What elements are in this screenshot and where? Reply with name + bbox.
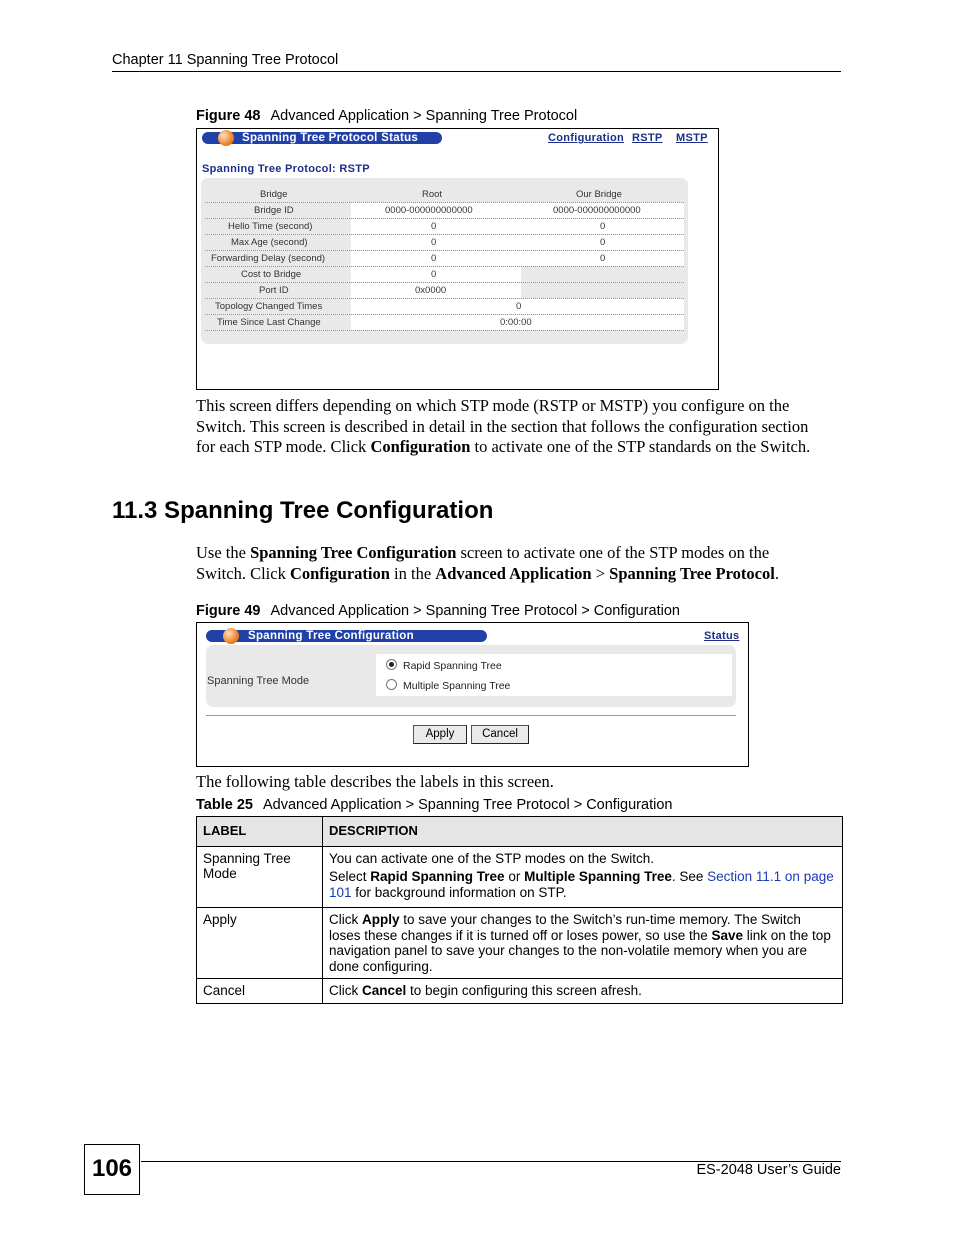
stp-row-hello-time — [201, 219, 688, 235]
intro-paragraph — [196, 396, 846, 458]
para2-line2: Switch. Click Configuration in the Advanced Application > Spanning Tree Protocol. — [196, 563, 779, 583]
divider — [206, 715, 736, 716]
rapid-spanning-tree-radio[interactable] — [386, 659, 397, 670]
row-label: Spanning Tree Mode — [197, 846, 323, 908]
figure-49-label: Figure 49 — [196, 603, 261, 619]
header-label: LABEL — [197, 817, 323, 847]
row-label: Hello Time (second) — [228, 221, 313, 232]
stp-row-topology-changed — [201, 299, 688, 315]
row-description: Click Apply to save your changes to the Switch’s run-time memory. The Switch loses these changes if it is turned off or loses power, so use the Save link on the top navigation panel to save your changes to the non-volatile memory when you are done configuring. — [323, 908, 843, 979]
mstp-link[interactable]: MSTP — [676, 132, 708, 144]
title-orb-icon — [223, 628, 239, 644]
row-root-value: 0 — [431, 269, 437, 280]
rstp-link[interactable]: RSTP — [632, 132, 663, 144]
row-root-value: 0 — [431, 253, 437, 264]
configuration-link[interactable]: Configuration — [548, 132, 624, 144]
stp-row-cost-to-bridge — [201, 267, 688, 283]
para1-line2: Switch. This screen is described in detail in the section that follows the configuration section — [196, 416, 809, 436]
stp-row-forwarding-delay — [201, 251, 688, 267]
stp-mode-heading: Spanning Tree Protocol: RSTP — [202, 163, 370, 175]
mode-panel — [206, 645, 736, 707]
table-25-caption — [196, 797, 672, 813]
header-rule — [112, 71, 841, 72]
stp-row-max-age — [201, 235, 688, 251]
table-25-label: Table 25 — [196, 797, 253, 813]
figure-49-caption — [196, 603, 680, 619]
row-description: You can activate one of the STP modes on the Switch. Select Rapid Spanning Tree or Multiple Spanning Tree. See Section 11.1 on page 101 for background information on STP. — [323, 846, 843, 908]
row-label: Bridge ID — [254, 205, 294, 216]
table-row — [197, 979, 843, 1004]
row-label: Cost to Bridge — [241, 269, 302, 280]
row-our-value: 0 — [600, 221, 606, 232]
row-root-value: 0000-000000000000 — [385, 205, 473, 216]
status-title-text: Spanning Tree Protocol Status — [242, 132, 419, 144]
row-our-value: 0 — [600, 253, 606, 264]
para1-line3: for each STP mode. Click Configuration to activate one of the STP standards on the Switch. — [196, 437, 811, 456]
config-title-text: Spanning Tree Configuration — [248, 630, 414, 642]
row-label: Max Age (second) — [231, 237, 308, 248]
stp-row-time-since-change — [201, 315, 688, 331]
status-link[interactable]: Status — [704, 630, 740, 642]
section-paragraph — [196, 543, 846, 584]
table-intro: The following table describes the labels in this screen. — [196, 772, 554, 791]
mode-label: Spanning Tree Mode — [207, 675, 310, 687]
figure-48-caption-text: Advanced Application > Spanning Tree Protocol — [270, 108, 578, 124]
col-root: Root — [422, 189, 443, 200]
section-link[interactable]: Section 11.1 on page 101 — [329, 869, 834, 900]
running-header: Chapter 11 Spanning Tree Protocol — [112, 52, 339, 68]
stp-table-header — [201, 187, 688, 203]
stp-status-panel — [201, 178, 688, 344]
row-label: Time Since Last Change — [217, 317, 321, 328]
title-orb-icon — [218, 130, 234, 146]
row-label: Forwarding Delay (second) — [211, 253, 326, 264]
table-25-caption-text: Advanced Application > Spanning Tree Protocol > Configuration — [262, 797, 673, 813]
col-our-bridge: Our Bridge — [576, 189, 622, 200]
row-label: Apply — [197, 908, 323, 979]
stp-row-port-id — [201, 283, 688, 299]
table-header-row — [197, 817, 843, 847]
figure-48-caption — [196, 108, 577, 124]
page-number: 106 — [84, 1144, 140, 1195]
row-label: Topology Changed Times — [215, 301, 323, 312]
row-value: 0 — [516, 301, 522, 312]
guide-title: ES-2048 User’s Guide — [696, 1162, 841, 1178]
row-label: Cancel — [197, 979, 323, 1004]
col-bridge: Bridge — [260, 189, 288, 200]
row-our-value: 0000-000000000000 — [553, 205, 641, 216]
row-value: 0:00:00 — [500, 317, 532, 328]
section-title: 11.3 Spanning Tree Configuration — [112, 497, 494, 524]
figure-48-screenshot — [196, 128, 719, 390]
figure-49-caption-text: Advanced Application > Spanning Tree Protocol > Configuration — [270, 603, 680, 619]
multiple-spanning-tree-label: Multiple Spanning Tree — [403, 680, 511, 692]
multiple-spanning-tree-radio[interactable] — [386, 679, 397, 690]
label-description-table — [196, 816, 843, 1004]
row-label: Port ID — [259, 285, 289, 296]
para2-line1: Use the Spanning Tree Configuration screen to activate one of the STP modes on the — [196, 543, 770, 562]
stp-row-bridge-id — [201, 203, 688, 219]
row-root-value: 0 — [431, 237, 437, 248]
rapid-spanning-tree-label: Rapid Spanning Tree — [403, 660, 502, 672]
apply-button[interactable]: Apply — [413, 725, 467, 744]
row-description: Click Cancel to begin configuring this screen afresh. — [323, 979, 843, 1004]
header-description: DESCRIPTION — [323, 817, 843, 847]
para1-line1: This screen differs depending on which STP mode (RSTP or MSTP) you configure on the — [196, 396, 790, 415]
cancel-button[interactable]: Cancel — [471, 725, 529, 744]
row-our-value: 0 — [600, 237, 606, 248]
figure-48-label: Figure 48 — [196, 108, 261, 124]
table-row — [197, 846, 843, 908]
table-row — [197, 908, 843, 979]
row-root-value: 0 — [431, 221, 437, 232]
figure-49-screenshot — [196, 622, 749, 767]
row-root-value: 0x0000 — [415, 285, 447, 296]
